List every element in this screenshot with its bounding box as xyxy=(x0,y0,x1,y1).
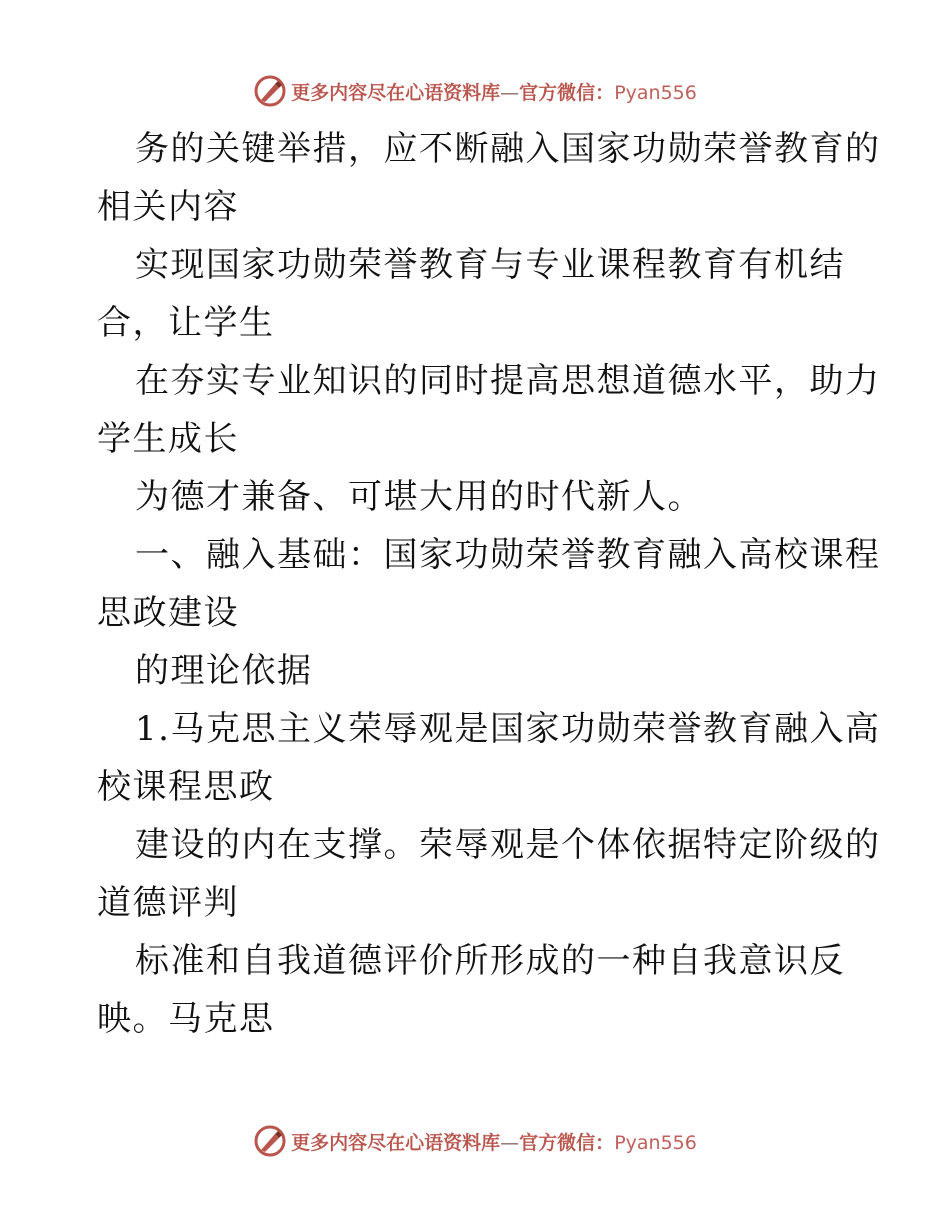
text-line: 标准和自我道德评价所形成的一种自我意识反 xyxy=(135,941,845,981)
pen-logo-icon xyxy=(253,1124,287,1158)
watermark-text xyxy=(291,78,697,105)
text-line: 映。马克思 xyxy=(97,999,275,1039)
text-line: 学生成长 xyxy=(97,419,239,459)
section-heading-line: 一、融入基础：国家功勋荣誉教育融入高校课程 xyxy=(135,535,881,575)
watermark-label: 官方微信： xyxy=(519,1131,615,1154)
text-line: 道德评判 xyxy=(97,883,239,923)
text-line: 务的关键举措，应不断融入国家功勋荣誉教育的 xyxy=(135,129,881,169)
text-line: 实现国家功勋荣誉教育与专业课程教育有机结 xyxy=(135,245,845,285)
watermark-separator: — xyxy=(500,1131,520,1154)
header-watermark xyxy=(0,71,950,111)
watermark-account: Pyan556 xyxy=(614,81,697,104)
watermark-separator: — xyxy=(500,81,520,104)
pen-logo-icon xyxy=(253,74,287,108)
watermark-text xyxy=(291,1128,697,1155)
watermark-label: 官方微信： xyxy=(519,81,615,104)
watermark-brand: 更多内容尽在心语资料库 xyxy=(291,81,501,104)
watermark-brand: 更多内容尽在心语资料库 xyxy=(291,1131,501,1154)
section-heading-line: 的理论依据 xyxy=(135,651,313,691)
watermark-account: Pyan556 xyxy=(614,1131,697,1154)
text-line: 合，让学生 xyxy=(97,303,275,343)
text-line: 校课程思政 xyxy=(97,767,275,807)
text-line: 相关内容 xyxy=(97,187,239,227)
document-body xyxy=(97,120,881,1048)
text-line: 1.马克思主义荣辱观是国家功勋荣誉教育融入高 xyxy=(135,709,881,749)
paragraph-block xyxy=(97,120,881,1048)
text-line: 为德才兼备、可堪大用的时代新人。 xyxy=(135,477,703,517)
footer-watermark xyxy=(0,1121,950,1161)
text-line: 建设的内在支撑。荣辱观是个体依据特定阶级的 xyxy=(135,825,881,865)
text-line: 在夯实专业知识的同时提高思想道德水平，助力 xyxy=(135,361,881,401)
section-heading-line: 思政建设 xyxy=(97,593,239,633)
